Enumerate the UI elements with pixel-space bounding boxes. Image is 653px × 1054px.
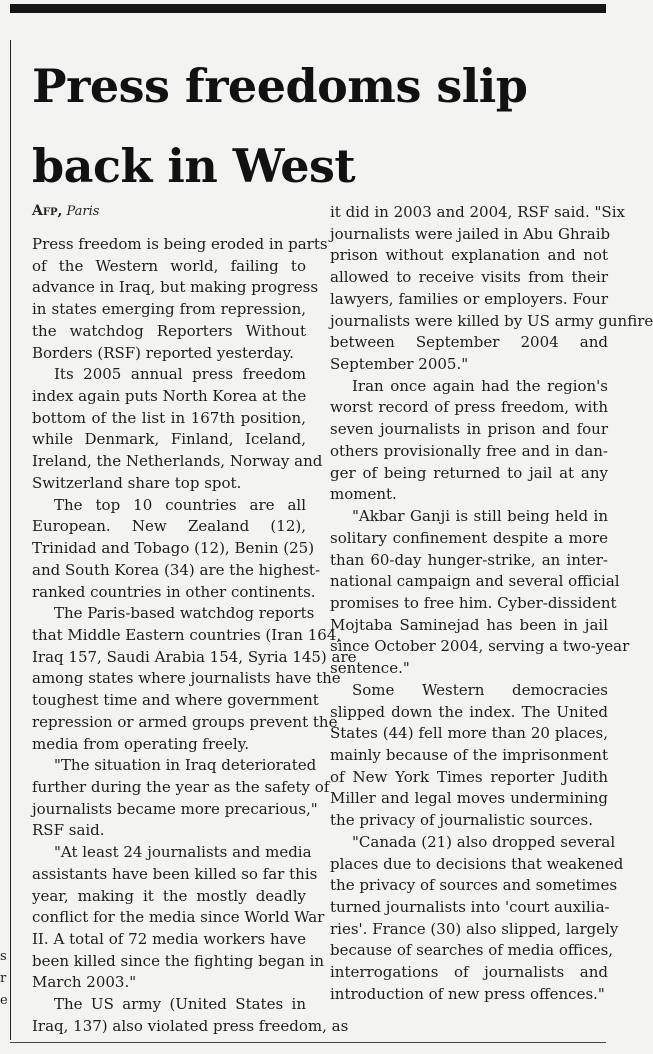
article-line: seven journalists in prison and four	[330, 420, 608, 439]
article-line: Iran once again had the region's	[352, 376, 608, 395]
article-line: mainly because of the imprisonment	[330, 746, 608, 764]
article-line: The top 10 countries are all	[54, 495, 306, 514]
article-line: journalists became more precarious,"	[32, 799, 318, 818]
adjacent-fragment: r	[0, 971, 7, 986]
article-line: Trinidad and Tobago (12), Benin (25)	[32, 539, 315, 558]
article-line: between September 2004 and	[330, 333, 608, 352]
article-line: advance in Iraq, but making progress	[32, 278, 319, 297]
adjacent-fragment: e	[0, 993, 8, 1008]
article-line: index again puts North Korea at the	[32, 387, 307, 406]
article-line: allowed to receive visits from their	[330, 268, 608, 287]
article-line: further during the year as the safety of	[32, 778, 330, 796]
article-line: "Canada (21) also dropped several	[352, 832, 616, 851]
article-line: others provisionally free and in dan-	[330, 441, 608, 460]
article-line: of the Western world, failing to	[32, 256, 306, 275]
article-line: in states emerging from repression,	[32, 300, 306, 319]
article-line: been killed since the fighting began in	[32, 951, 325, 970]
article-line: States (44) fell more than 20 places,	[330, 724, 608, 743]
article-line: among states where journalists have the	[32, 669, 341, 688]
headline-line-1: Press freedoms slip	[32, 59, 528, 113]
article-line: national campaign and several official	[330, 572, 620, 591]
article-line: the watchdog Reporters Without	[32, 321, 306, 340]
article-line: ries'. France (30) also slipped, largely	[330, 919, 619, 938]
article-line: Iraq, 137) also violated press freedom, as	[32, 1016, 349, 1035]
article-line: RSF said.	[32, 821, 105, 840]
article-line: Miller and legal moves undermining	[330, 789, 608, 808]
article-line: Borders (RSF) reported yesterday.	[32, 343, 294, 362]
article-line: prison without explanation and not	[330, 246, 608, 265]
article-line: sentence."	[330, 659, 410, 678]
article-line: conflict for the media since World War	[32, 908, 325, 927]
article-line: "At least 24 journalists and media	[54, 843, 312, 862]
article-line: repression or armed groups prevent the	[32, 712, 338, 731]
article-line: bottom of the list in 167th position,	[32, 408, 306, 427]
article-line: ranked countries in other continents.	[32, 582, 316, 601]
article-line: because of searches of media offices,	[330, 941, 614, 960]
article-line: September 2005."	[330, 355, 469, 374]
adjacent-column-strip	[0, 40, 11, 1040]
article-line: toughest time and where government	[32, 691, 319, 710]
adjacent-fragment: s	[0, 949, 7, 964]
article-line: places due to decisions that weakened	[330, 854, 624, 873]
byline-agency: Afp,	[32, 203, 63, 219]
article-line: Switzerland share top spot.	[32, 473, 242, 492]
bottom-rule	[10, 1042, 606, 1043]
article-line: ger of being returned to jail at any	[330, 463, 608, 482]
article-line: promises to free him. Cyber-dissident	[330, 593, 617, 612]
article-line: lawyers, families or employers. Four	[330, 289, 608, 308]
article-line: II. A total of 72 media workers have	[32, 930, 306, 949]
top-rule	[10, 4, 606, 13]
article-line: media from operating freely.	[32, 734, 249, 753]
article-line: since October 2004, serving a two-year	[330, 637, 630, 656]
article-line: Some Western democracies	[352, 680, 608, 699]
article-line: worst record of press freedom, with	[330, 398, 608, 417]
article-line: solitary confinement despite a more	[330, 528, 608, 547]
article-line: March 2003."	[32, 973, 137, 992]
article-line: Mojtaba Saminejad has been in jail	[330, 615, 608, 634]
article-line: and South Korea (34) are the highest-	[32, 560, 321, 579]
article-line: moment.	[330, 485, 397, 504]
article-line: that Middle Eastern countries (Iran 164,	[32, 625, 342, 644]
byline	[32, 202, 99, 221]
headline-line-2: back in West	[32, 139, 356, 193]
article-line: Ireland, the Netherlands, Norway and	[32, 452, 323, 471]
article-line: while Denmark, Finland, Iceland,	[32, 430, 306, 449]
article-line: interrogations of journalists and	[330, 963, 608, 982]
byline-city: Paris	[66, 204, 100, 219]
article-line: journalists were jailed in Abu Ghraib	[330, 224, 611, 243]
article-line: Iraq 157, Saudi Arabia 154, Syria 145) are	[32, 647, 357, 666]
article-line: assistants have been killed so far this	[32, 864, 318, 883]
article-line: than 60-day hunger-strike, an inter-	[330, 550, 608, 569]
article-line: the privacy of sources and sometimes	[330, 876, 618, 895]
article-line: the privacy of journalistic sources.	[330, 811, 594, 830]
article-line: introduction of new press offences."	[330, 984, 605, 1003]
article-line: Press freedom is being eroded in parts	[32, 235, 328, 253]
article-line: it did in 2003 and 2004, RSF said. "Six	[330, 203, 625, 221]
headline	[32, 46, 622, 206]
article-line: Its 2005 annual press freedom	[54, 365, 306, 384]
article-line: The US army (United States in	[54, 995, 306, 1014]
article-line: of New York Times reporter Judith	[330, 767, 608, 786]
article-line: year, making it the mostly deadly	[32, 886, 306, 905]
article-line: European. New Zealand (12),	[32, 517, 306, 536]
article-line: journalists were killed by US army gunfire	[330, 311, 653, 330]
article-line: turned journalists into 'court auxilia-	[330, 898, 610, 917]
article-line: "The situation in Iraq deteriorated	[54, 756, 317, 775]
article-line: "Akbar Ganji is still being held in	[352, 507, 608, 526]
article-line: The Paris-based watchdog reports	[54, 604, 315, 623]
article-line: slipped down the index. The United	[330, 702, 608, 721]
